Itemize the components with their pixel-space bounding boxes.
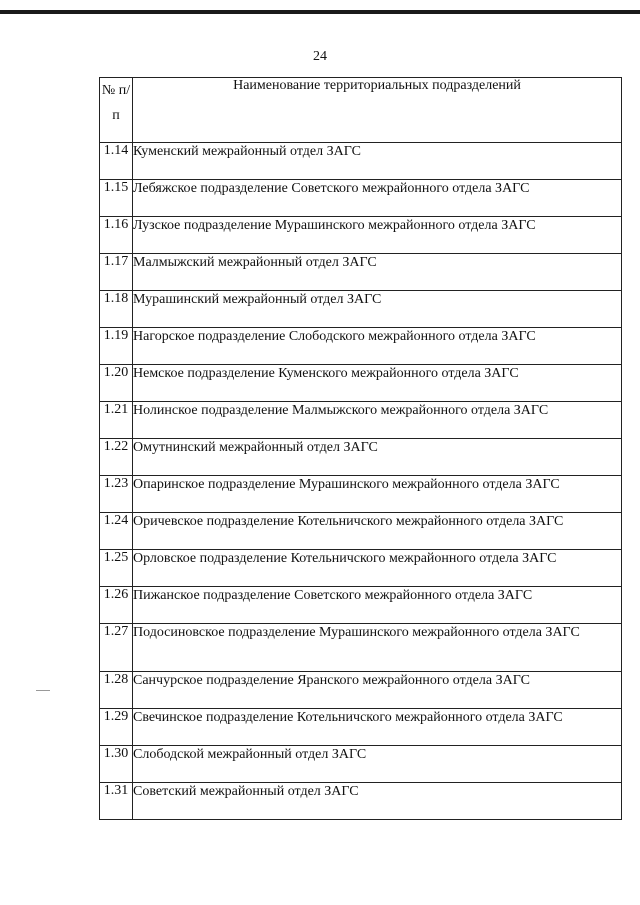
- row-name: Санчурское подразделение Яранского межрайонного отдела ЗАГС: [133, 672, 622, 709]
- table-row: [100, 624, 622, 672]
- table-row: [100, 709, 622, 746]
- table-row: [100, 476, 622, 513]
- top-border-rule: [0, 10, 640, 14]
- table-row: [100, 746, 622, 783]
- table-row: [100, 254, 622, 291]
- row-num: 1.14: [100, 143, 133, 180]
- row-num: 1.19: [100, 328, 133, 365]
- row-name: Лебяжское подразделение Советского межрайонного отдела ЗАГС: [133, 180, 622, 217]
- table-row: [100, 217, 622, 254]
- row-name: Куменский межрайонный отдел ЗАГС: [133, 143, 622, 180]
- page-number: 24: [313, 49, 327, 64]
- row-num: 1.21: [100, 402, 133, 439]
- row-num: 1.22: [100, 439, 133, 476]
- row-name: Нолинское подразделение Малмыжского межрайонного отдела ЗАГС: [133, 402, 622, 439]
- row-num: 1.30: [100, 746, 133, 783]
- row-num: 1.27: [100, 624, 133, 672]
- header-num: № п/п: [100, 78, 133, 143]
- margin-mark: [36, 690, 50, 691]
- table-row: [100, 513, 622, 550]
- table-row: [100, 783, 622, 820]
- row-name: Опаринское подразделение Мурашинского межрайонного отдела ЗАГС: [133, 476, 622, 513]
- row-num: 1.20: [100, 365, 133, 402]
- row-num: 1.18: [100, 291, 133, 328]
- row-num: 1.15: [100, 180, 133, 217]
- row-name: Омутнинский межрайонный отдел ЗАГС: [133, 439, 622, 476]
- row-name: Подосиновское подразделение Мурашинского межрайонного отдела ЗАГС: [133, 624, 622, 672]
- header-name: Наименование территориальных подразделений: [133, 78, 622, 143]
- row-num: 1.23: [100, 476, 133, 513]
- row-num: 1.24: [100, 513, 133, 550]
- row-name: Нагорское подразделение Слободского межрайонного отдела ЗАГС: [133, 328, 622, 365]
- table-header-row: [100, 78, 622, 143]
- row-num: 1.25: [100, 550, 133, 587]
- table-row: [100, 550, 622, 587]
- row-name: Мурашинский межрайонный отдел ЗАГС: [133, 291, 622, 328]
- table-row: [100, 180, 622, 217]
- row-name: Малмыжский межрайонный отдел ЗАГС: [133, 254, 622, 291]
- row-name: Немское подразделение Куменского межрайонного отдела ЗАГС: [133, 365, 622, 402]
- subdivisions-table: [99, 77, 622, 820]
- row-name: Лузское подразделение Мурашинского межрайонного отдела ЗАГС: [133, 217, 622, 254]
- row-name: Оричевское подразделение Котельничского межрайонного отдела ЗАГС: [133, 513, 622, 550]
- row-num: 1.16: [100, 217, 133, 254]
- table-row: [100, 143, 622, 180]
- row-name: Советский межрайонный отдел ЗАГС: [133, 783, 622, 820]
- table-row: [100, 328, 622, 365]
- row-num: 1.17: [100, 254, 133, 291]
- row-name: Орловское подразделение Котельничского межрайонного отдела ЗАГС: [133, 550, 622, 587]
- table-row: [100, 291, 622, 328]
- row-num: 1.26: [100, 587, 133, 624]
- row-num: 1.29: [100, 709, 133, 746]
- table-row: [100, 439, 622, 476]
- table-row: [100, 365, 622, 402]
- table-row: [100, 672, 622, 709]
- row-num: 1.31: [100, 783, 133, 820]
- row-name: Пижанское подразделение Советского межрайонного отдела ЗАГС: [133, 587, 622, 624]
- row-name: Слободской межрайонный отдел ЗАГС: [133, 746, 622, 783]
- row-num: 1.28: [100, 672, 133, 709]
- row-name: Свечинское подразделение Котельничского межрайонного отдела ЗАГС: [133, 709, 622, 746]
- table-row: [100, 402, 622, 439]
- table-row: [100, 587, 622, 624]
